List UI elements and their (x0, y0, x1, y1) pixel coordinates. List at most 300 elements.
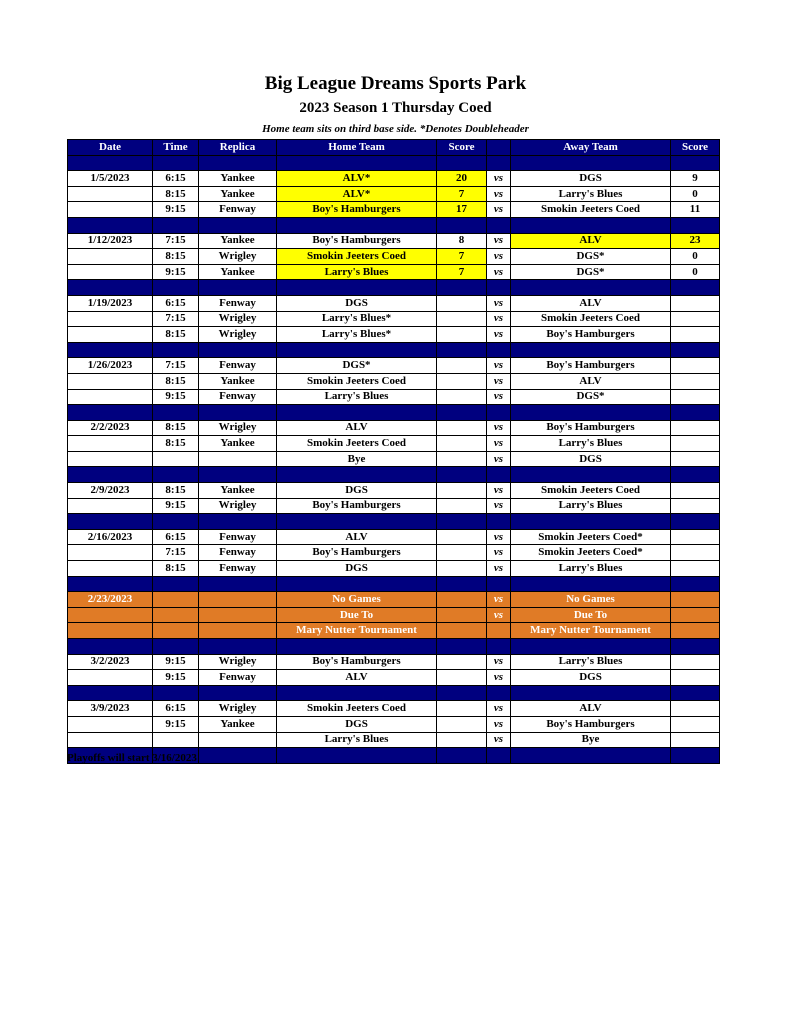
date-cell (68, 623, 153, 639)
replica-cell: Yankee (199, 264, 277, 280)
away-score-cell (671, 561, 720, 577)
date-cell (68, 186, 153, 202)
vs-cell: vs (487, 233, 511, 249)
home-team-cell: Boy's Hamburgers (277, 233, 437, 249)
separator-cell (671, 576, 720, 592)
away-score-cell: 0 (671, 186, 720, 202)
date-cell (68, 249, 153, 265)
separator-cell (487, 576, 511, 592)
away-team-cell: Smokin Jeeters Coed (511, 202, 671, 218)
schedule-table (67, 139, 720, 764)
separator-cell (437, 467, 487, 483)
separator-cell (199, 217, 277, 233)
page-subtitle: 2023 Season 1 Thursday Coed (299, 100, 492, 116)
home-score-cell (437, 311, 487, 327)
time-cell: 9:15 (153, 670, 199, 686)
time-cell: 6:15 (153, 701, 199, 717)
week-separator (68, 342, 720, 358)
away-score-cell (671, 654, 720, 670)
date-cell: 1/12/2023 (68, 233, 153, 249)
vs-cell: vs (487, 498, 511, 514)
vs-cell: vs (487, 670, 511, 686)
schedule-note: Home team sits on third base side. *Denotes Doubleheader (262, 123, 529, 135)
separator-cell (153, 514, 199, 530)
home-team-cell: ALV (277, 529, 437, 545)
away-score-cell (671, 529, 720, 545)
time-cell (153, 592, 199, 608)
header-row (68, 140, 720, 156)
schedule-body (68, 140, 720, 764)
time-cell: 9:15 (153, 389, 199, 405)
date-cell: 2/9/2023 (68, 483, 153, 499)
home-team-cell: Boy's Hamburgers (277, 498, 437, 514)
separator-cell (153, 342, 199, 358)
separator-cell (671, 155, 720, 171)
separator-cell (68, 467, 153, 483)
date-cell (68, 545, 153, 561)
date-cell (68, 202, 153, 218)
replica-cell: Fenway (199, 561, 277, 577)
separator-cell (511, 514, 671, 530)
date-cell: 3/9/2023 (68, 701, 153, 717)
week-separator (68, 685, 720, 701)
separator-cell (199, 405, 277, 421)
away-score-cell (671, 389, 720, 405)
separator-cell (437, 576, 487, 592)
separator-cell (199, 155, 277, 171)
week-separator (68, 217, 720, 233)
game-row (68, 202, 720, 218)
away-score-cell (671, 295, 720, 311)
date-cell (68, 716, 153, 732)
replica-cell: Fenway (199, 389, 277, 405)
away-score-cell (671, 420, 720, 436)
time-cell: 9:15 (153, 716, 199, 732)
separator-cell (511, 748, 671, 764)
separator-cell (511, 639, 671, 655)
game-row (68, 529, 720, 545)
date-cell (68, 327, 153, 343)
replica-cell: Yankee (199, 716, 277, 732)
separator-cell (68, 514, 153, 530)
away-score-cell (671, 607, 720, 623)
replica-cell (199, 592, 277, 608)
game-row (68, 186, 720, 202)
date-cell (68, 451, 153, 467)
game-row (68, 498, 720, 514)
away-team-cell: ALV (511, 701, 671, 717)
home-team-cell: Boy's Hamburgers (277, 654, 437, 670)
date-cell (68, 311, 153, 327)
home-team-cell: Larry's Blues (277, 389, 437, 405)
separator-cell (437, 685, 487, 701)
vs-cell: vs (487, 389, 511, 405)
home-team-cell: ALV* (277, 171, 437, 187)
page-title: Big League Dreams Sports Park (264, 73, 527, 94)
game-row (68, 451, 720, 467)
no-games-row (68, 592, 720, 608)
time-cell: 7:15 (153, 311, 199, 327)
replica-cell: Yankee (199, 436, 277, 452)
away-score-cell (671, 592, 720, 608)
week-separator (68, 155, 720, 171)
replica-cell: Wrigley (199, 498, 277, 514)
away-score-cell (671, 358, 720, 374)
away-score-cell (671, 701, 720, 717)
separator-cell (153, 467, 199, 483)
date-cell (68, 732, 153, 748)
home-team-cell: ALV (277, 420, 437, 436)
time-cell: 8:15 (153, 561, 199, 577)
game-row (68, 701, 720, 717)
replica-cell: Yankee (199, 373, 277, 389)
time-cell (153, 623, 199, 639)
away-team-cell: Larry's Blues (511, 436, 671, 452)
time-cell: 9:15 (153, 264, 199, 280)
separator-cell (277, 217, 437, 233)
separator-cell (671, 685, 720, 701)
date-cell (68, 561, 153, 577)
separator-cell (487, 280, 511, 296)
col-header-vs (487, 140, 511, 156)
game-row (68, 264, 720, 280)
date-cell (68, 498, 153, 514)
home-team-cell: Bye (277, 451, 437, 467)
game-row (68, 436, 720, 452)
week-separator (68, 405, 720, 421)
home-team-cell: ALV* (277, 186, 437, 202)
away-score-cell (671, 732, 720, 748)
time-cell: 8:15 (153, 420, 199, 436)
home-score-cell (437, 607, 487, 623)
vs-cell: vs (487, 373, 511, 389)
replica-cell: Wrigley (199, 311, 277, 327)
time-cell (153, 607, 199, 623)
week-separator (68, 576, 720, 592)
home-score-cell (437, 436, 487, 452)
separator-cell (68, 217, 153, 233)
separator-cell (153, 155, 199, 171)
date-cell: 2/2/2023 (68, 420, 153, 436)
away-score-cell: 0 (671, 264, 720, 280)
away-team-cell: Bye (511, 732, 671, 748)
replica-cell: Yankee (199, 171, 277, 187)
away-score-cell (671, 436, 720, 452)
home-score-cell: 7 (437, 264, 487, 280)
away-score-cell: 0 (671, 249, 720, 265)
separator-cell (487, 467, 511, 483)
replica-cell: Yankee (199, 186, 277, 202)
replica-cell: Yankee (199, 483, 277, 499)
separator-cell (511, 405, 671, 421)
separator-cell (487, 155, 511, 171)
separator-cell (487, 342, 511, 358)
vs-cell: vs (487, 716, 511, 732)
game-row (68, 373, 720, 389)
separator-cell (437, 342, 487, 358)
away-team-cell: Boy's Hamburgers (511, 358, 671, 374)
time-cell: 8:15 (153, 373, 199, 389)
separator-cell (511, 280, 671, 296)
away-team-cell: DGS* (511, 264, 671, 280)
separator-cell (671, 342, 720, 358)
separator-cell (199, 639, 277, 655)
home-score-cell (437, 545, 487, 561)
home-team-cell: DGS (277, 483, 437, 499)
away-score-cell (671, 545, 720, 561)
home-score-cell (437, 701, 487, 717)
home-score-cell (437, 716, 487, 732)
separator-cell (277, 342, 437, 358)
away-score-cell (671, 623, 720, 639)
vs-cell: vs (487, 483, 511, 499)
separator-cell (68, 280, 153, 296)
week-separator (68, 514, 720, 530)
week-separator (68, 280, 720, 296)
replica-cell: Fenway (199, 202, 277, 218)
home-team-cell: DGS (277, 561, 437, 577)
away-team-cell: DGS* (511, 249, 671, 265)
time-cell: 8:15 (153, 483, 199, 499)
home-score-cell (437, 654, 487, 670)
away-team-cell: No Games (511, 592, 671, 608)
game-row (68, 483, 720, 499)
separator-cell (671, 405, 720, 421)
replica-cell: Wrigley (199, 327, 277, 343)
no-games-row (68, 607, 720, 623)
vs-cell: vs (487, 358, 511, 374)
away-team-cell: ALV (511, 373, 671, 389)
separator-cell (153, 685, 199, 701)
away-team-cell: Larry's Blues (511, 561, 671, 577)
vs-cell: vs (487, 436, 511, 452)
home-team-cell: Larry's Blues* (277, 311, 437, 327)
separator-cell (277, 748, 437, 764)
vs-cell: vs (487, 295, 511, 311)
vs-cell: vs (487, 171, 511, 187)
replica-cell (199, 607, 277, 623)
home-team-cell: Mary Nutter Tournament (277, 623, 437, 639)
vs-cell: vs (487, 654, 511, 670)
col-header-away-team: Away Team (511, 140, 671, 156)
date-cell: 1/5/2023 (68, 171, 153, 187)
replica-cell: Wrigley (199, 654, 277, 670)
separator-cell (671, 467, 720, 483)
game-row (68, 732, 720, 748)
vs-cell: vs (487, 451, 511, 467)
home-score-cell (437, 670, 487, 686)
replica-cell: Fenway (199, 545, 277, 561)
away-team-cell: Larry's Blues (511, 186, 671, 202)
vs-cell: vs (487, 592, 511, 608)
vs-cell: vs (487, 732, 511, 748)
replica-cell (199, 451, 277, 467)
game-row (68, 249, 720, 265)
separator-cell (68, 685, 153, 701)
away-team-cell: Smokin Jeeters Coed* (511, 545, 671, 561)
separator-cell (68, 639, 153, 655)
separator-cell (671, 217, 720, 233)
date-cell: 1/26/2023 (68, 358, 153, 374)
separator-cell (68, 576, 153, 592)
home-score-cell (437, 529, 487, 545)
vs-cell: vs (487, 561, 511, 577)
vs-cell: vs (487, 545, 511, 561)
home-score-cell (437, 498, 487, 514)
separator-cell (277, 405, 437, 421)
separator-cell (277, 514, 437, 530)
time-cell: 8:15 (153, 186, 199, 202)
game-row (68, 389, 720, 405)
home-team-cell: Due To (277, 607, 437, 623)
separator-cell (437, 514, 487, 530)
no-games-row (68, 623, 720, 639)
home-score-cell: 20 (437, 171, 487, 187)
home-score-cell (437, 295, 487, 311)
separator-cell (487, 514, 511, 530)
playoffs-note: Playoffs will start 3/16/2023 (67, 752, 197, 764)
separator-cell (511, 576, 671, 592)
game-row (68, 561, 720, 577)
time-cell: 9:15 (153, 202, 199, 218)
separator-cell (511, 217, 671, 233)
vs-cell (487, 623, 511, 639)
home-team-cell: DGS (277, 716, 437, 732)
away-team-cell: ALV (511, 233, 671, 249)
separator-cell (153, 280, 199, 296)
separator-cell (671, 748, 720, 764)
separator-cell (487, 685, 511, 701)
home-score-cell (437, 451, 487, 467)
game-row (68, 654, 720, 670)
game-row (68, 716, 720, 732)
vs-cell: vs (487, 607, 511, 623)
date-cell: 3/2/2023 (68, 654, 153, 670)
separator-cell (437, 748, 487, 764)
home-team-cell: Larry's Blues (277, 732, 437, 748)
separator-cell (487, 405, 511, 421)
separator-cell (277, 280, 437, 296)
away-score-cell: 11 (671, 202, 720, 218)
separator-cell (199, 280, 277, 296)
date-cell (68, 389, 153, 405)
replica-cell: Fenway (199, 358, 277, 374)
date-cell (68, 264, 153, 280)
away-team-cell: ALV (511, 295, 671, 311)
separator-cell (199, 342, 277, 358)
away-team-cell: Boy's Hamburgers (511, 420, 671, 436)
col-header-date: Date (68, 140, 153, 156)
vs-cell: vs (487, 311, 511, 327)
separator-cell (671, 639, 720, 655)
home-team-cell: Smokin Jeeters Coed (277, 373, 437, 389)
time-cell (153, 732, 199, 748)
away-score-cell: 23 (671, 233, 720, 249)
separator-cell (277, 467, 437, 483)
game-row (68, 545, 720, 561)
vs-cell: vs (487, 264, 511, 280)
time-cell (153, 451, 199, 467)
separator-cell (277, 685, 437, 701)
time-cell: 6:15 (153, 529, 199, 545)
time-cell: 8:15 (153, 327, 199, 343)
separator-cell (437, 155, 487, 171)
separator-cell (199, 576, 277, 592)
home-score-cell (437, 483, 487, 499)
away-team-cell: DGS (511, 451, 671, 467)
game-row (68, 233, 720, 249)
away-team-cell: Boy's Hamburgers (511, 327, 671, 343)
col-header-home-score: Score (437, 140, 487, 156)
away-team-cell: Boy's Hamburgers (511, 716, 671, 732)
game-row (68, 295, 720, 311)
separator-cell (511, 342, 671, 358)
away-score-cell (671, 451, 720, 467)
date-cell (68, 670, 153, 686)
home-score-cell (437, 592, 487, 608)
time-cell: 9:15 (153, 498, 199, 514)
home-team-cell: DGS (277, 295, 437, 311)
time-cell: 8:15 (153, 436, 199, 452)
separator-cell (277, 155, 437, 171)
away-team-cell: DGS (511, 171, 671, 187)
date-cell (68, 607, 153, 623)
col-header-home-team: Home Team (277, 140, 437, 156)
game-row (68, 420, 720, 436)
home-team-cell: Boy's Hamburgers (277, 202, 437, 218)
separator-cell (671, 280, 720, 296)
away-team-cell: Larry's Blues (511, 654, 671, 670)
col-header-away-score: Score (671, 140, 720, 156)
home-team-cell: Smokin Jeeters Coed (277, 436, 437, 452)
home-score-cell (437, 561, 487, 577)
away-team-cell: Due To (511, 607, 671, 623)
game-row (68, 358, 720, 374)
away-score-cell (671, 373, 720, 389)
home-team-cell: Boy's Hamburgers (277, 545, 437, 561)
separator-cell (153, 217, 199, 233)
time-cell: 6:15 (153, 171, 199, 187)
col-header-replica: Replica (199, 140, 277, 156)
replica-cell: Wrigley (199, 249, 277, 265)
home-score-cell (437, 373, 487, 389)
away-team-cell: Mary Nutter Tournament (511, 623, 671, 639)
away-score-cell (671, 716, 720, 732)
week-separator (68, 467, 720, 483)
separator-cell (68, 342, 153, 358)
date-cell (68, 436, 153, 452)
vs-cell: vs (487, 420, 511, 436)
home-team-cell: Larry's Blues* (277, 327, 437, 343)
home-score-cell (437, 327, 487, 343)
away-score-cell (671, 327, 720, 343)
date-cell: 2/23/2023 (68, 592, 153, 608)
home-score-cell: 17 (437, 202, 487, 218)
game-row (68, 171, 720, 187)
date-cell: 2/16/2023 (68, 529, 153, 545)
separator-cell (437, 280, 487, 296)
away-score-cell (671, 311, 720, 327)
separator-cell (199, 748, 277, 764)
game-row (68, 311, 720, 327)
away-team-cell: Smokin Jeeters Coed* (511, 529, 671, 545)
separator-cell (511, 155, 671, 171)
replica-cell: Yankee (199, 233, 277, 249)
away-score-cell (671, 670, 720, 686)
date-cell: 1/19/2023 (68, 295, 153, 311)
time-cell: 6:15 (153, 295, 199, 311)
separator-cell (437, 639, 487, 655)
